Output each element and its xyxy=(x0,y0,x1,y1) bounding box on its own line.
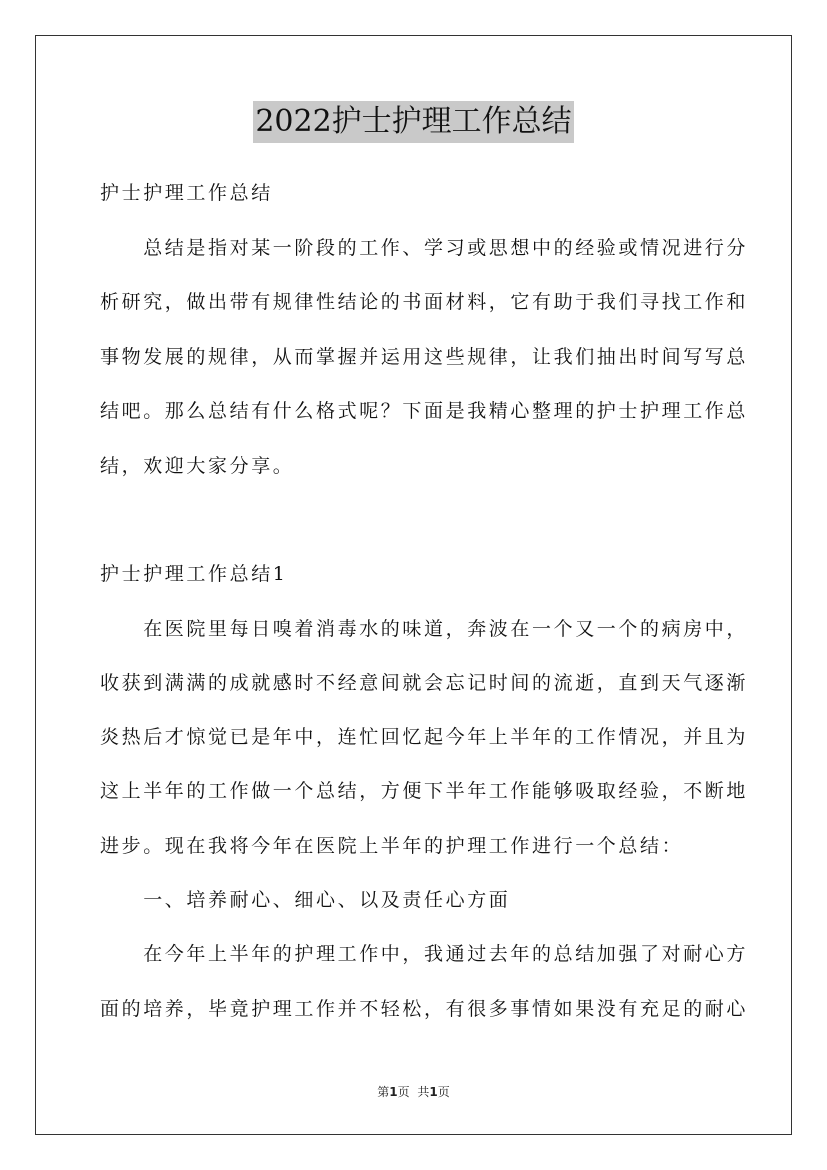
title-container xyxy=(0,101,827,143)
section-heading: 护士护理工作总结1 xyxy=(100,563,288,585)
paragraph-line: 在今年上半年的护理工作中，我通过去年的总结加强了对耐心方 xyxy=(100,943,749,965)
paragraph-line: 面的培养，毕竟护理工作并不轻松，有很多事情如果没有充足的耐心 xyxy=(100,998,749,1020)
paragraph-line: 收获到满满的成就感时不经意间就会忘记时间的流逝，直到天气逐渐 xyxy=(100,672,749,694)
paragraph-line: 在医院里每日嗅着消毒水的味道，奔波在一个又一个的病房中， xyxy=(100,618,749,640)
page-footer xyxy=(0,1084,827,1100)
footer-total-suffix: 页 xyxy=(437,1085,450,1099)
section-heading: 护士护理工作总结 xyxy=(100,182,273,204)
paragraph-line: 这上半年的工作做一个总结，方便下半年工作能够吸取经验，不断地 xyxy=(100,780,749,802)
footer-page-number: 1 xyxy=(389,1085,398,1099)
footer-page-prefix: 第 xyxy=(377,1085,390,1099)
subsection-heading: 一、培养耐心、细心、以及责任心方面 xyxy=(100,889,511,911)
footer-total-pages: 1 xyxy=(429,1085,438,1099)
paragraph-line: 总结是指对某一阶段的工作、学习或思想中的经验或情况进行分 xyxy=(100,237,749,259)
paragraph-line: 结吧。那么总结有什么格式呢？下面是我精心整理的护士护理工作总 xyxy=(100,400,749,422)
paragraph-line: 事物发展的规律，从而掌握并运用这些规律，让我们抽出时间写写总 xyxy=(100,346,749,368)
paragraph-line: 结，欢迎大家分享。 xyxy=(100,455,295,477)
paragraph-line: 炎热后才惊觉已是年中，连忙回忆起今年上半年的工作情况，并且为 xyxy=(100,726,749,748)
document-title: 2022护士护理工作总结 xyxy=(253,101,573,143)
footer-total-prefix: 共 xyxy=(417,1085,430,1099)
paragraph-line: 析研究，做出带有规律性结论的书面材料，它有助于我们寻找工作和 xyxy=(100,291,749,313)
paragraph-line: 进步。现在我将今年在医院上半年的护理工作进行一个总结： xyxy=(100,835,684,857)
footer-page-suffix: 页 xyxy=(397,1085,410,1099)
